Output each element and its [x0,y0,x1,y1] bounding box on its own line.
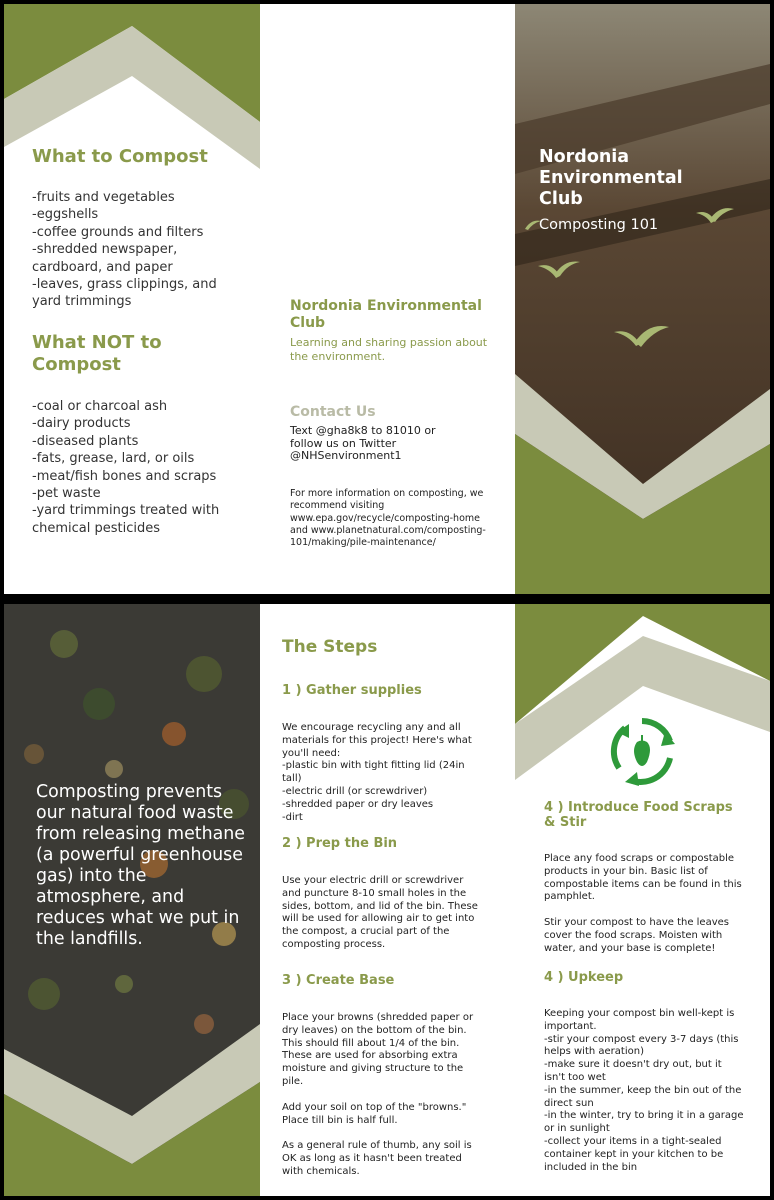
list-item: -fruits and vegetables [32,190,175,205]
what-to-compost-list [32,189,247,311]
more-info-text: For more information on composting, we recommend visiting www.epa.gov/recycle/composting-home and www.planetnatural.com/composting-101/making/pile-maintenance/ [290,488,486,549]
club-tagline: Learning and sharing passion about the environment. [290,336,488,363]
what-not-to-compost-list [32,398,247,537]
step1-heading: 1 ) Gather supplies [282,683,422,698]
list-item: -yard trimmings treated with chemical pesticides [32,503,224,536]
list-item: -eggshells [32,207,99,223]
list-item: -diseased plants [32,433,139,449]
steps-title: The Steps [282,637,378,657]
step1-intro: We encourage recycling any and all materials for this project! Here's what you'll need: [282,722,475,759]
panel-cover [515,4,770,594]
panel-quote [4,604,260,1196]
what-not-to-compost-title: What NOT to Compost [32,332,162,375]
list-item: -leaves, grass clippings, and yard trimmings [32,277,221,310]
step2-text: Use your electric drill or screwdriver and puncture 8-10 small holes in the sides, bottom, and lid of the bin. These will be used for allowing air to get into the compost, a crucial part of the composting process. [282,875,478,950]
upkeep-item: -in the winter, try to bring it in a garage or in sunlight [544,1110,747,1135]
step2-heading: 2 ) Prep the Bin [282,836,398,851]
cover-subtitle: Composting 101 [539,217,659,233]
supply-item: -shredded paper or dry leaves [282,798,434,810]
paragraph: Place your browns (shredded paper or dry leaves) on the bottom of the bin. This should fill about 1/4 of the bin. These are used for absorbing extra moisture and giving structure to the pile. [282,1012,477,1087]
list-item: -dairy products [32,416,131,432]
composting-quote: Composting prevents our natural food waste from releasing methane (a powerful greenhouse gas) into the atmosphere, and reduces what we put in the landfills. [36,782,245,949]
panel-step4-upkeep [515,604,770,1196]
list-item: -shredded newspaper, cardboard, and paper [32,242,182,275]
upkeep-item: -stir your compost every 3-7 days (this helps with aeration) [544,1033,742,1058]
club-name: Nordonia Environmental Club [290,298,482,331]
brochure-outside-page [4,4,770,594]
what-to-compost-title: What to Compost [32,146,208,167]
list-item: -meat/fish bones and scraps [32,468,217,484]
brochure-inside-page [4,604,770,1196]
panel-what-to-compost [4,4,260,594]
supply-item: -dirt [282,811,303,823]
supply-item: -electric drill (or screwdriver) [282,785,428,797]
contact-title: Contact Us [290,404,376,420]
step3-body [282,1012,482,1192]
upkeep-item: -make sure it doesn't dry out, but it isn't too wet [544,1059,725,1083]
upkeep-intro: Keeping your compost bin well-kept is important. [544,1008,738,1032]
upkeep-heading: 4 ) Upkeep [544,970,624,985]
step3-heading: 3 ) Create Base [282,973,395,988]
list-item: -fats, grease, lard, or oils [32,451,195,467]
list-item: -coal or charcoal ash [32,399,168,414]
step1-body [282,722,482,824]
upkeep-body [544,1008,747,1174]
recycle-apple-icon [607,716,677,786]
contact-text: Text @gha8k8 to 81010 or follow us on Twitter @NHSenvironment1 [290,424,436,463]
list-item: -coffee grounds and filters [32,224,204,240]
soil-photo [515,4,770,594]
paragraph: Add your soil on top of the "browns." Place till bin is half full. [282,1101,470,1126]
panel-club-contact [260,4,515,594]
list-item: -pet waste [32,486,101,502]
step4-heading: 4 ) Introduce Food Scraps & Stir [544,800,733,830]
upkeep-item: -in the summer, keep the bin out of the direct sun [544,1084,745,1109]
panel-steps [260,604,515,1196]
paragraph: Place any food scraps or compostable products in your bin. Basic list of compostable items can be found in this pamphlet. [544,853,745,903]
upkeep-list [544,1033,747,1175]
cover-title: Nordonia Environmental Club [539,147,683,209]
paragraph: As a general rule of thumb, any soil is OK as long as it hasn't been treated with chemicals. [282,1140,475,1177]
step1-supplies-list [282,760,482,824]
paragraph: Stir your compost to have the leaves cover the food scraps. Moisten with water, and your base is complete! [544,917,733,954]
step4-body [544,853,744,969]
supply-item: -plastic bin with tight fitting lid (24in tall) [282,760,468,785]
upkeep-item: -collect your items in a tight-sealed container kept in your kitchen to be included in the bin [544,1135,727,1173]
